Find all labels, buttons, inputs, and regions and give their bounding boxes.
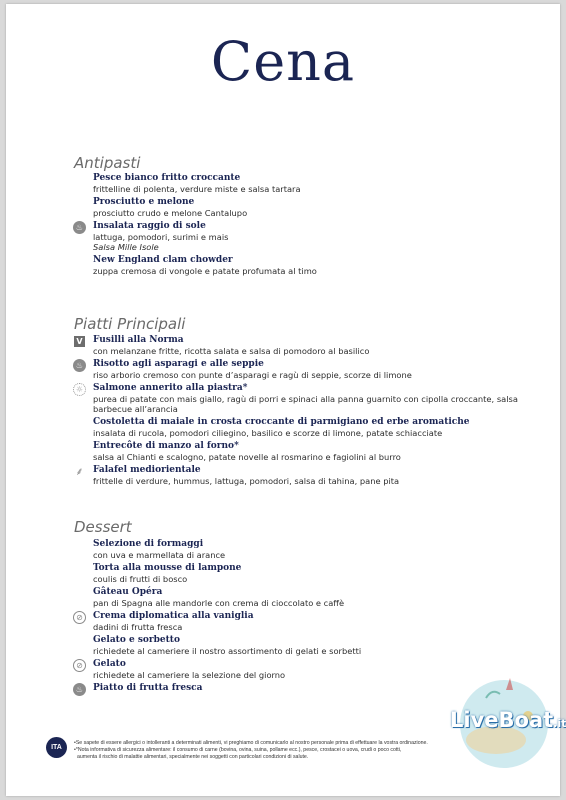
list-item (76, 335, 533, 356)
item-name: Costoletta di maiale in crosta croccante di parmigiano ed erbe aromatiche (93, 417, 470, 427)
list-item (93, 587, 533, 608)
disclaimer-line: •*Nota informativa di sicurezza alimentare: il consumo di carne (bovina, ovina, suina, pollame ecc.), pesce, crostacei o uova, crudi o poco cotti, (74, 747, 402, 753)
list-item (75, 221, 533, 252)
item-name: Crema diplomatica alla vaniglia (93, 611, 254, 621)
item-name: Piatto di frutta fresca (93, 683, 203, 693)
language-badge: ITA (46, 737, 67, 758)
item-desc: richiedete al cameriere la selezione del giorno (93, 670, 286, 680)
list-item (93, 417, 533, 438)
item-name: Gâteau Opéra (93, 587, 163, 597)
sun-icon: ☼ (73, 383, 86, 396)
item-desc: con melanzane fritte, ricotta salata e salsa di pomodoro al basilico (93, 346, 370, 356)
item-desc: lattuga, pomodori, surimi e mais (93, 232, 229, 242)
chef-hat-icon: ♨ (73, 683, 86, 696)
item-name: Insalata raggio di sole (93, 221, 206, 231)
item-desc: riso arborio cremoso con punte d’asparagi e ragù di seppie, scorze di limone (93, 370, 412, 380)
vegan-leaf-icon: ⸙ (75, 465, 84, 478)
item-desc: salsa al Chianti e scalogno, patate novelle al rosmarino e fagiolini al burro (93, 452, 401, 462)
disclaimer-line: •Se sapete di essere allergici o intolleranti a determinati alimenti, vi preghiamo di comunicarlo al nostro personale prima di effettuare la vostra ordinazione. (74, 740, 428, 746)
section-title-antipasti: Antipasti (74, 154, 141, 172)
item-desc: frittelle di verdure, hummus, lattuga, pomodori, salsa di tahina, pane pita (93, 476, 400, 486)
section-antipasti-items (75, 173, 533, 279)
liveboat-watermark (446, 672, 566, 772)
no-sugar-icon: ⊘ (73, 659, 86, 672)
item-desc: richiedete al cameriere il nostro assortimento di gelati e sorbetti (93, 646, 362, 656)
item-name: Risotto agli asparagi e alle seppie (93, 359, 264, 369)
item-desc: purea di patate con mais giallo, ragù di porri e spinaci alla panna guarnito con cipolla croccante, salsa barbecue all’arancia (93, 394, 518, 414)
no-sugar-icon: ⊘ (73, 611, 86, 624)
item-name: Entrecôte di manzo al forno* (93, 441, 239, 451)
allergy-disclaimer (74, 740, 494, 761)
section-piatti-principali-items (75, 335, 533, 489)
item-name: Fusilli alla Norma (93, 335, 184, 345)
list-item (93, 255, 533, 276)
item-desc: dadini di frutta fresca (93, 622, 183, 632)
item-name: Selezione di formaggi (93, 539, 204, 549)
item-name: Salmone annerito alla piastra* (93, 383, 248, 393)
item-name: New England clam chowder (93, 255, 233, 265)
list-item (75, 359, 533, 380)
list-item (93, 173, 533, 194)
item-desc: pan di Spagna alle mandorle con crema di cioccolato e caffè (93, 598, 345, 608)
item-desc: zuppa cremosa di vongole e patate profumata al timo (93, 266, 317, 276)
item-desc: prosciutto crudo e melone Cantalupo (93, 208, 248, 218)
chef-hat-icon: ♨ (73, 221, 86, 234)
page-title: Cena (210, 30, 356, 93)
list-item (93, 441, 533, 462)
item-desc: coulis di frutti di bosco (93, 574, 188, 584)
item-desc: frittelline di polenta, verdure miste e salsa tartara (93, 184, 301, 194)
chef-hat-icon: ♨ (73, 359, 86, 372)
list-item (76, 611, 533, 632)
list-item (93, 635, 533, 656)
vegetarian-v-icon: V (74, 336, 85, 347)
list-item (93, 197, 533, 218)
item-desc: insalata di rucola, pomodori ciliegino, basilico e scorze di limone, patate schiacciate (93, 428, 443, 438)
item-name: Gelato e sorbetto (93, 635, 180, 645)
section-title-dessert: Dessert (74, 518, 132, 536)
item-name: Torta alla mousse di lampone (93, 563, 242, 573)
item-name: Prosciutto e melone (93, 197, 195, 207)
item-desc: con uva e marmellata di arance (93, 550, 226, 560)
section-title-piatti-principali: Piatti Principali (74, 315, 186, 333)
item-name: Gelato (93, 659, 126, 669)
item-name: Pesce bianco fritto croccante (93, 173, 241, 183)
list-item (93, 539, 533, 560)
item-note: Salsa Mille Isole (93, 242, 159, 252)
menu-page (6, 4, 566, 796)
watermark-text: LiveBoat.it (450, 708, 566, 732)
list-item (93, 563, 533, 584)
list-item (75, 465, 533, 486)
disclaimer-line: aumenta il rischio di malattie alimentari, specialmente nei soggetti con particolari condizioni di salute. (77, 754, 309, 760)
list-item (75, 383, 533, 414)
item-name: Falafel mediorientale (93, 465, 201, 475)
